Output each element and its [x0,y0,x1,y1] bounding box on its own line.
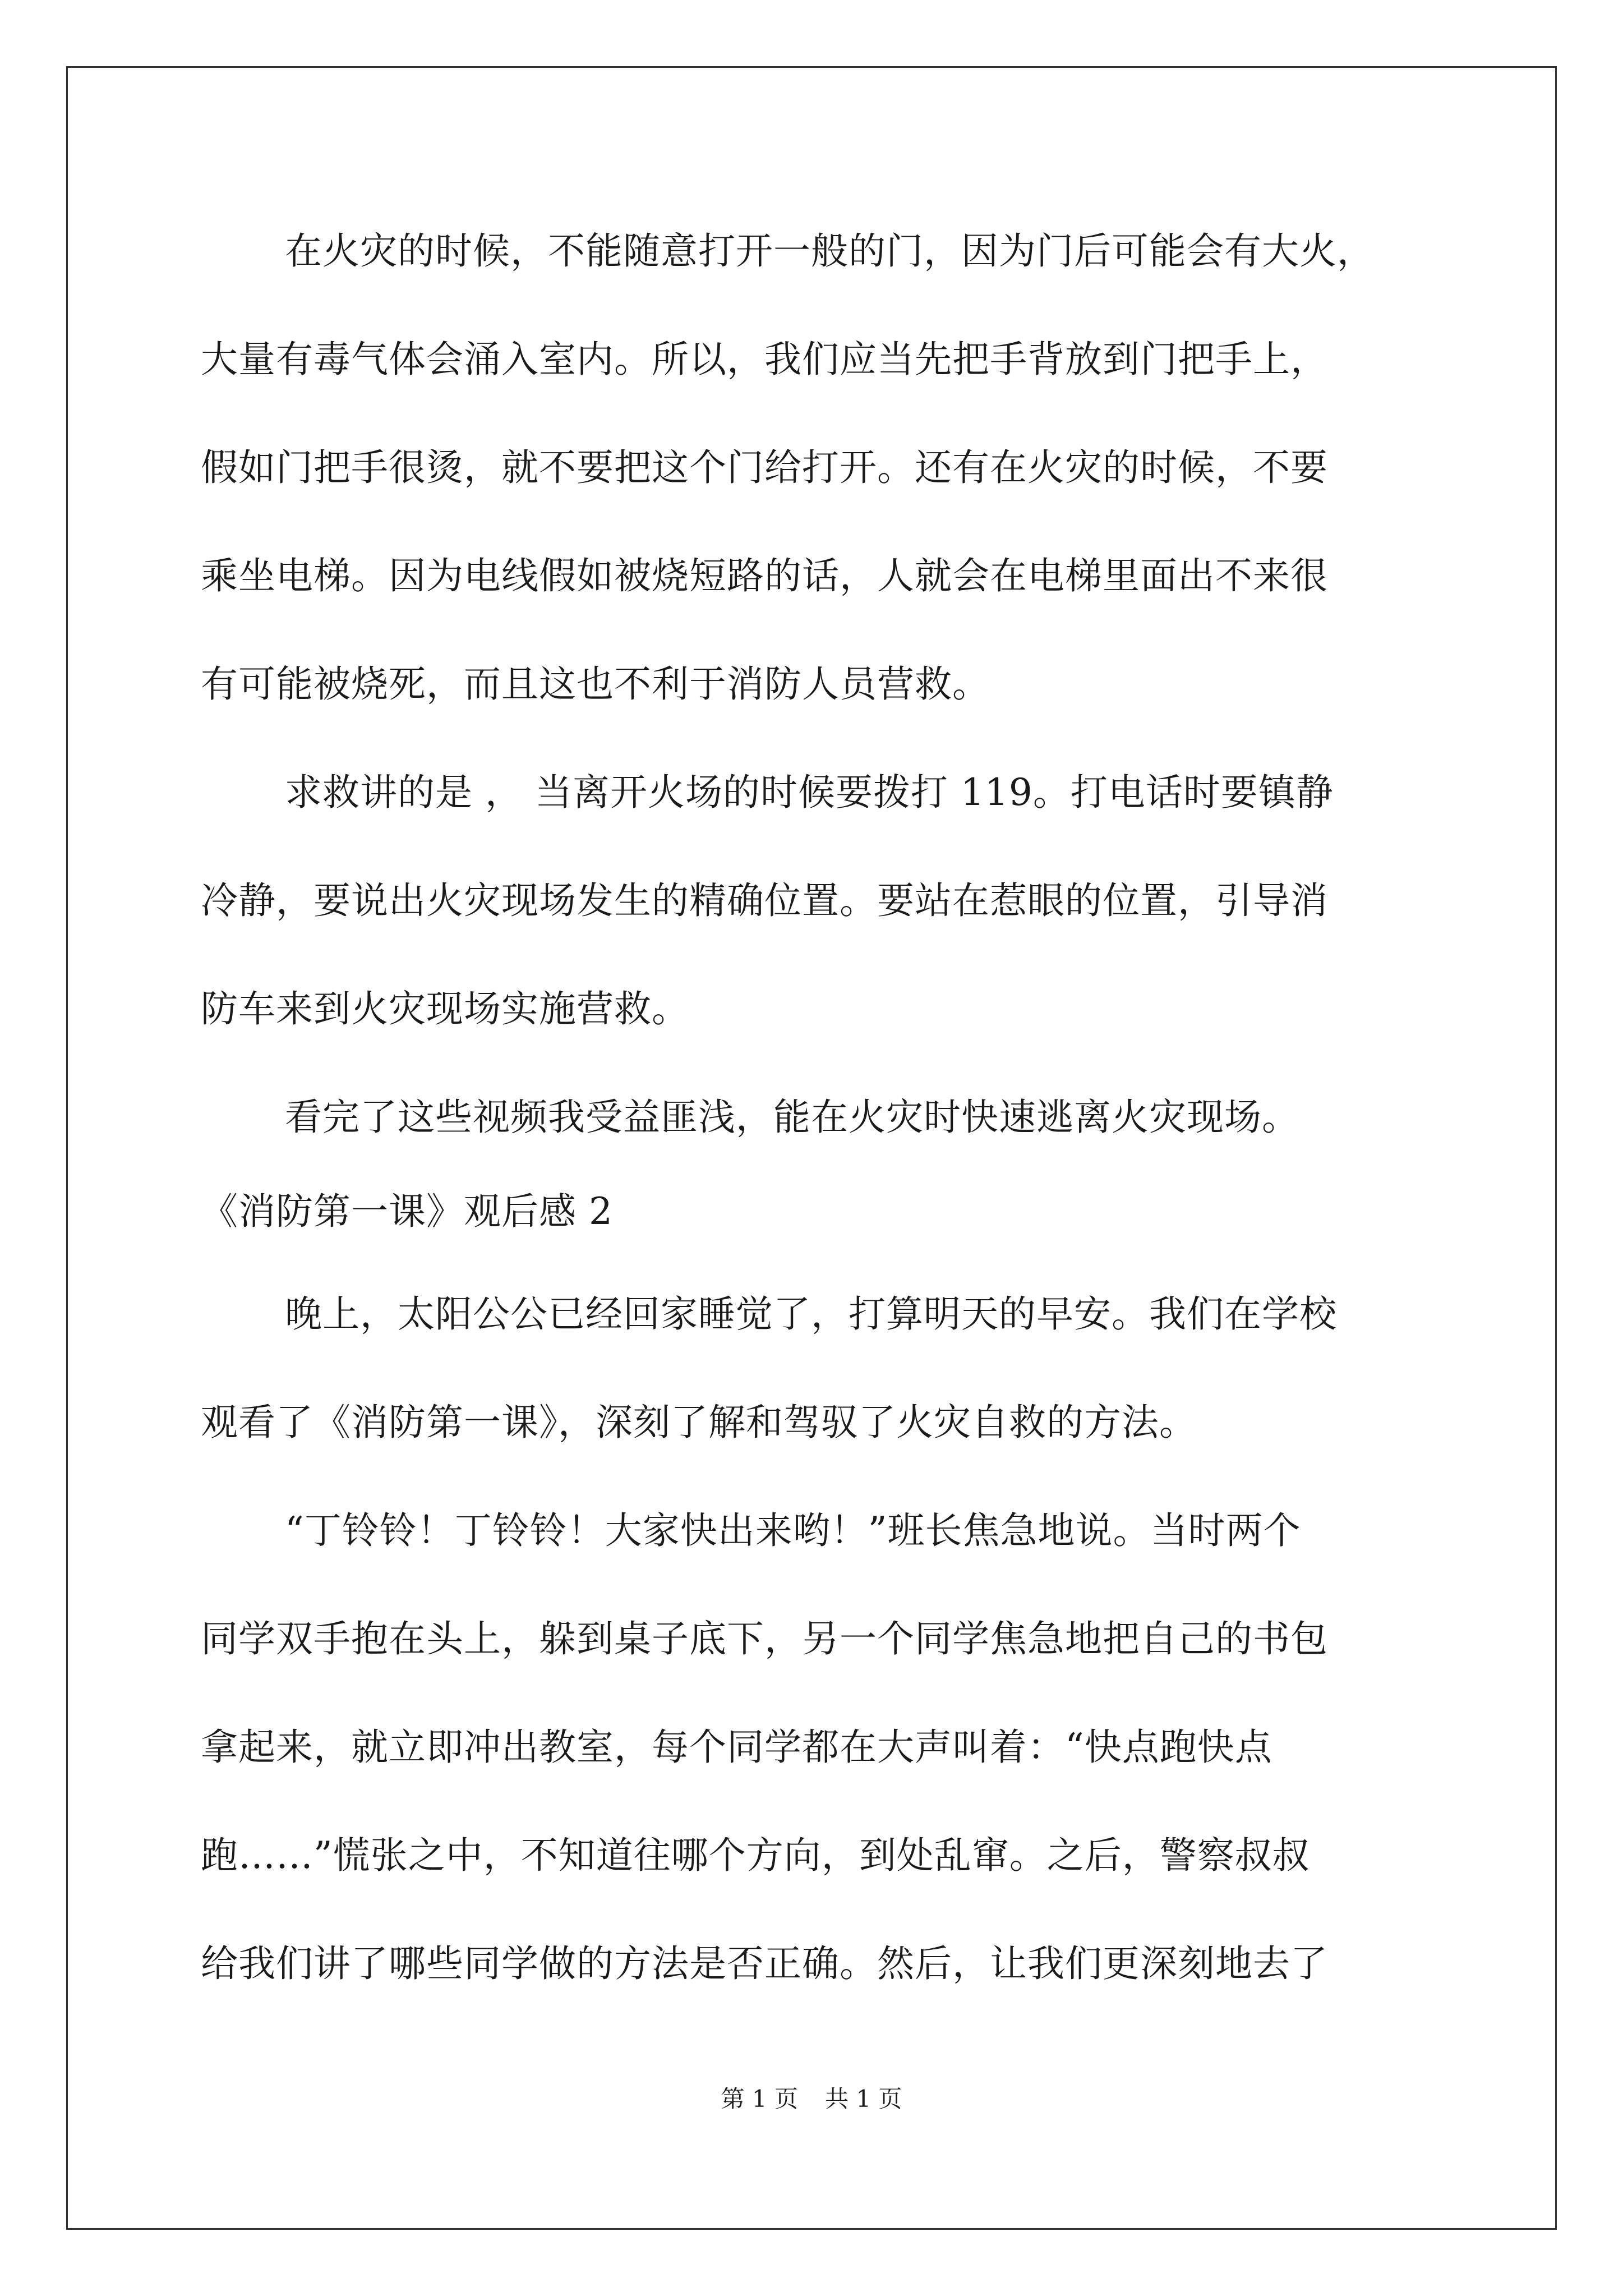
page-border [66,66,1557,2230]
page-footer [0,2085,1623,2113]
paragraph-line: 同学双手抱在头上，躲到桌子底下，另一个同学焦急地把自己的书包 [201,1617,1328,1660]
paragraph-line: 冷静，要说出火灾现场发生的精确位置。要站在惹眼的位置，引导消 [201,879,1328,922]
paragraph-line: 大量有毒气体会涌入室内。所以，我们应当先把手背放到门把手上， [201,338,1328,381]
paragraph-line: 跑……”慌张之中，不知道往哪个方向，到处乱窜。之后，警察叔叔 [201,1834,1310,1877]
paragraph-line: 求救讲的是 ， 当离开火场的时候要拨打 119。打电话时要镇静 [285,771,1334,814]
section-heading: 《消防第一课》观后感 2 [201,1190,613,1233]
paragraph-line: 观看了《消防第一课》，深刻了解和驾驭了火灾自救的方法。 [201,1401,1197,1444]
paragraph-line: 在火灾的时候，不能随意打开一般的门，因为门后可能会有大火， [285,229,1375,273]
paragraph-line: 假如门把手很烫，就不要把这个门给打开。还有在火灾的时候，不要 [201,446,1328,489]
paragraph-line: 有可能被烧死，而且这也不利于消防人员营救。 [201,662,990,706]
paragraph-line: 看完了这些视频我受益匪浅，能在火灾时快速逃离火灾现场。 [285,1096,1299,1139]
paragraph-line: 乘坐电梯。因为电线假如被烧短路的话，人就会在电梯里面出不来很 [201,554,1328,597]
paragraph-line: 晚上，太阳公公已经回家睡觉了，打算明天的早安。我们在学校 [285,1292,1337,1336]
paragraph-line: 拿起来，就立即冲出教室，每个同学都在大声叫着：“快点跑快点 [201,1726,1272,1769]
paragraph-line: 给我们讲了哪些同学做的方法是否正确。然后，让我们更深刻地去了 [201,1942,1328,1985]
page-number: 第 1 页 [721,2085,798,2113]
page-total: 共 1 页 [825,2085,902,2113]
paragraph-line: 防车来到火灾现场实施营救。 [201,987,689,1030]
paragraph-line: “丁铃铃！丁铃铃！大家快出来哟！”班长焦急地说。当时两个 [285,1509,1301,1552]
